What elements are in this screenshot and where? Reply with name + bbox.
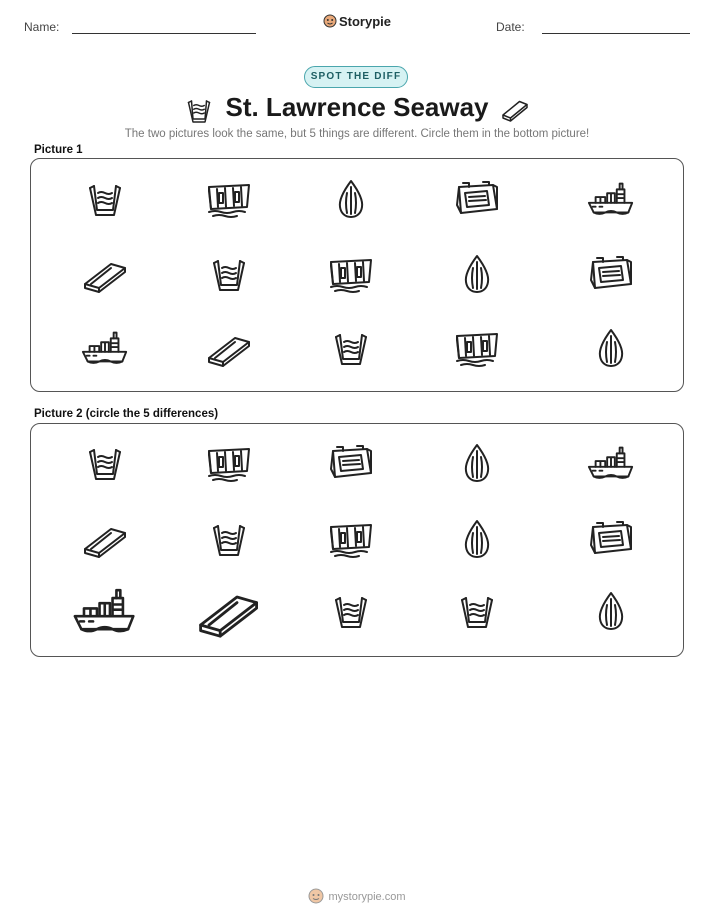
brand-name: Storypie <box>338 14 391 29</box>
date-line[interactable] <box>542 33 690 34</box>
date-label: Date: <box>496 20 525 34</box>
picture-2-panel[interactable] <box>30 423 684 657</box>
lock-chamber-icon <box>587 253 635 295</box>
page-title: St. Lawrence Seaway <box>225 92 489 122</box>
dam-icon <box>453 328 501 368</box>
name-line[interactable] <box>72 33 256 34</box>
dam-icon[interactable] <box>205 443 253 483</box>
dam-icon <box>205 179 253 219</box>
gold-bar-icon <box>205 328 253 368</box>
picture-1-panel <box>30 158 684 392</box>
picture-1-label: Picture 1 <box>34 144 83 156</box>
gold-bar-icon <box>81 254 129 294</box>
mascot-icon <box>308 888 324 904</box>
dam-icon[interactable] <box>327 519 375 559</box>
seed-icon <box>336 179 366 219</box>
lock-chamber-icon[interactable] <box>587 518 635 560</box>
seed-icon[interactable] <box>596 591 626 631</box>
cargo-ship-icon <box>80 328 130 368</box>
seed-icon[interactable] <box>462 443 492 483</box>
footer-url[interactable]: mystorypie.com <box>328 891 406 903</box>
mascot-icon <box>323 14 337 28</box>
cargo-ship-icon[interactable] <box>586 443 636 483</box>
cargo-ship-icon <box>586 179 636 219</box>
canal-lock-icon <box>209 254 249 294</box>
seed-icon <box>596 328 626 368</box>
brand-logo <box>0 14 714 29</box>
canal-lock-icon[interactable] <box>457 591 497 631</box>
seed-icon[interactable] <box>462 519 492 559</box>
canal-lock-icon[interactable] <box>331 591 371 631</box>
gold-bar-icon[interactable] <box>195 583 262 639</box>
canal-lock-icon <box>331 328 371 368</box>
dam-icon <box>327 254 375 294</box>
canal-lock-icon[interactable] <box>85 443 125 483</box>
name-label: Name: <box>24 20 60 34</box>
instructions: The two pictures look the same, but 5 things are different. Circle them in the bottom picture! <box>124 128 590 140</box>
lock-chamber-icon[interactable] <box>327 442 375 484</box>
gold-bar-icon[interactable] <box>81 519 129 559</box>
footer <box>0 888 714 904</box>
spot-the-diff-badge: SPOT THE DIFF <box>304 66 408 88</box>
cargo-ship-icon[interactable] <box>71 584 139 638</box>
seed-icon <box>462 254 492 294</box>
canal-lock-icon <box>85 179 125 219</box>
lock-chamber-icon <box>453 178 501 220</box>
canal-lock-icon[interactable] <box>209 519 249 559</box>
picture-2-label: Picture 2 (circle the 5 differences) <box>34 408 219 420</box>
gold-bar-icon <box>500 94 530 124</box>
